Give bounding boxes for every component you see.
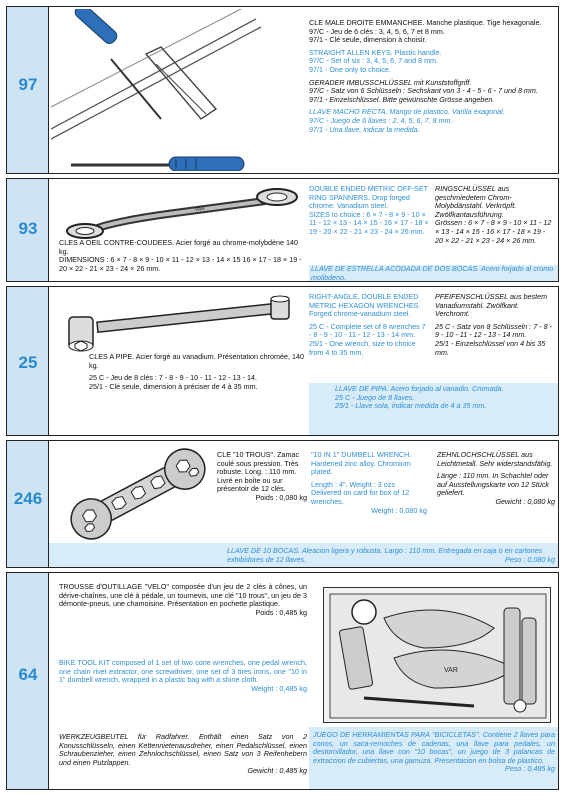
desc-93-fr	[59, 239, 309, 273]
desc-25-en	[309, 293, 427, 361]
de-line-1: 97/C - Satz von 6 Schlüsseln : Sechskant von 3 - 4 - 5 - 6 - 7 und 8 mm.	[309, 86, 538, 96]
desc-93-de	[435, 185, 555, 245]
desc-246-de	[437, 451, 555, 511]
catalog-page	[6, 6, 559, 790]
es-text: JUEGO DE HERRAMIENTAS PARA "BICICLETAS". Contiene 2 llaves para conos, un saca-remoches de cadenas, una llave para pedales, un destornillador, una llave con "10 bocas", un juego de 3 palancas de extraccion de cubiertas, una gamuza. Presentacion en bolsa de plastico.	[313, 730, 555, 765]
tool-kit-illustration-frame	[323, 587, 551, 723]
kit-stamp: VAR	[444, 667, 458, 674]
en-sizes: SIZES to choice : 6 × 7 - 8 × 9 - 10 × 11 - 12 × 13 - 14 × 15 - 16 × 17 - 18 × 19 - 20 × 22 - 21 × 23 - 24 × 26 mm.	[309, 209, 429, 236]
fr-weight: Poids : 0,485 kg	[255, 607, 307, 617]
ring-spanner-illustration	[55, 183, 305, 239]
section-246	[6, 440, 559, 568]
dumbell-wrench-illustration	[63, 447, 213, 541]
fr-text: CLES A PIPE. Acier forgé au vanadium. Présentation chromée, 140 kg.	[89, 352, 304, 370]
wrench-stamp: VAR	[194, 205, 206, 213]
desc-246-fr	[217, 451, 307, 503]
section-25	[6, 286, 559, 436]
item-number: 246	[13, 489, 43, 508]
es-line-1: 25 C - Juego de 8 llaves.	[335, 392, 415, 402]
fr-line-1: 97/C - Jeu de 6 clés : 3, 4, 5, 6, 7 et 8 mm.	[309, 26, 445, 36]
fr-line-2: 97/1 - Clé seule, dimension à choisir.	[309, 35, 427, 45]
desc-246-es	[227, 547, 555, 564]
de-weight: Gewicht : 0,080 kg	[495, 496, 555, 506]
en-text: RIGHT-ANGLE, DOUBLE ENDED METRIC HEXAGON WRENCHES. Forged chrome-vanadium steel.	[309, 292, 421, 319]
de-weight: Gewicht : 0,485 kg	[247, 766, 307, 776]
es-text: LLAVE DE ESTRELLA ACODADA DE DOS BOCAS. Acero forjado al cromo molibdeno.	[311, 264, 554, 282]
fr-line-2: 25/1 - Clé seule, dimension à préciser de 4 à 35 mm.	[89, 381, 258, 391]
de-line-1: 25 C - Satz von 8 Schlüsseln : 7 - 8 - 9 - 10 - 11 - 12 - 13 - 14 mm.	[435, 321, 553, 340]
es-weight: Peso : 0,080 kg	[505, 554, 555, 564]
fr-text: CLE MALE DROITE EMMANCHEE. Manche plastique. Tige hexagonale.	[309, 18, 542, 27]
de-line-2: 97/1 - Einzelschlüssel. Bitte gewünschte Grösse angeben.	[309, 94, 495, 104]
fr-line-1: 25 C - Jeu de 8 clés : 7 - 8 - 9 - 10 - 11 - 12 - 13 - 14.	[89, 373, 258, 383]
fr-weight: Poids : 0,080 kg	[255, 492, 307, 502]
de-sizes: Grössen : 6 × 7 - 8 × 9 - 10 × 11 - 12 × 13 - 14 × 15 - 16 × 17 - 18 × 19 - 20 × 22 - 21 × 23 - 24 × 26 mm.	[435, 218, 552, 245]
section-93	[6, 178, 559, 282]
es-text: LLAVE DE 10 BOCAS. Aleacion ligera y robusta. Largo : 110 mm. Entregada en caja o en cartones exhibidores de 12 llaves.	[227, 546, 543, 564]
desc-25-es	[335, 385, 557, 411]
item-number: 25	[18, 353, 38, 372]
de-text: PFEIFENSCHLÜSSEL aus bestem Vanadiumstahl. Zwölfkant. Verchromt.	[435, 292, 548, 319]
en-line-1: 97/C - Set of six : 3, 4, 5, 6, 7 and 8 mm.	[309, 56, 439, 66]
en-line-1: Length : 4". Weight : 3 ozs Delivered on card for box of 12 wrenches.	[311, 479, 410, 506]
item-number-panel	[7, 287, 49, 435]
en-line-2: 97/1 - One only to choice.	[309, 64, 391, 74]
en-text: "10 IN 1" DUMBELL WRENCH. Hardened zinc alloy. Chromium plated.	[311, 450, 412, 477]
item-number: 93	[18, 219, 38, 238]
fr-text: CLES A OEIL CONTRE-COUDEES. Acier forgé au chrome-molybdène 140 kg.	[59, 238, 299, 256]
item-number-panel	[7, 179, 49, 281]
en-line-1: 25 C - Complete set of 8 wrenches 7 - 8 - 9 - 10 - 11 - 12 - 13 - 14 mm.	[309, 321, 426, 340]
fr-dims: DIMENSIONS : 6 × 7 - 8 × 9 - 10 × 11 - 12 × 13 - 14 × 15 16 × 17 - 18 × 19 - 20 × 22 - 21 × 23 - 24 × 26 mm.	[59, 255, 302, 273]
de-line-2: 25/1 - Einzelschlüssel von 4 bis 35 mm.	[435, 338, 546, 357]
es-sizes	[311, 281, 556, 282]
desc-25-fr	[89, 353, 305, 395]
item-number: 64	[18, 665, 38, 684]
item-number: 97	[18, 75, 38, 94]
section-64	[6, 572, 559, 790]
fr-text: TROUSSE d'OUTILLAGE "VELO" composée d'un jeu de 2 clés à cônes, un dérive-chaînes, une clé à pédale, un tournevis, une clé "10 trous", un jeu de 3 démonte-pneus, une chamoisine. Présentation en pochette plastique.	[59, 582, 307, 609]
allen-key-illustration	[51, 9, 301, 171]
en-text: BIKE TOOL KIT composed of 1 set of two cone wrenches, one pedal wrench, one chain rivet extractor, one screwdriver, one set of 3 tires irons, one "10 in 1" dumbell wrench, wrapped in a plastic bag with a shine cloth.	[59, 658, 307, 685]
section-97	[6, 6, 559, 174]
fr-text: CLE "10 TROUS". Zamac coulé sous pression. Très robuste. Long. : 110 mm. Livré en boîte ou sur présentoir de 12 clés.	[217, 450, 300, 494]
desc-93-en	[309, 185, 429, 237]
es-text: LLAVE MACHO RECTA. Mango de plastico. Varilla exagonal.	[309, 107, 505, 117]
de-line-1: Länge : 110 mm. In Schachtel oder auf Ausstellungskarte von 12 Stück geliefert.	[437, 471, 550, 498]
en-text: STRAIGHT ALLEN KEYS. Plastic handle.	[309, 47, 442, 57]
desc-64-fr	[59, 583, 307, 617]
desc-64-de	[59, 733, 307, 776]
de-text: GERADER IMBUSSCHLÜSSEL mit Kunststoffgriff.	[309, 77, 472, 87]
pipe-wrench-illustration	[57, 291, 305, 355]
item-number-panel	[7, 573, 49, 789]
es-line-2: 97/1 - Una llave, indicar la medida.	[309, 124, 420, 134]
de-text: ZEHNLOCHSCHLÜSSEL aus Leichtmetall. Sehr widerstandsfähig.	[437, 450, 553, 468]
desc-93-es	[311, 265, 557, 282]
en-weight: Weight : 0,485 kg	[251, 683, 307, 693]
es-line-1: 97/C - Juego de 6 llaves : 2, 4, 5, 6, 7, 8 mm.	[309, 115, 453, 125]
desc-64-es	[313, 731, 555, 774]
en-line-2: 25/1 - One wrench, size to choice from 4 to 35 mm.	[309, 338, 416, 357]
desc-97	[309, 19, 555, 138]
es-text: LLAVE DE PIPA. Acero forjado al vanadio. Cromada.	[335, 384, 504, 393]
tool-kit-illustration	[324, 588, 552, 724]
es-line-2: 25/1 - Llave sola, indicar medida de 4 a 35 mm.	[335, 401, 487, 411]
desc-25-de	[435, 293, 555, 361]
item-number-panel	[7, 441, 49, 567]
de-text: RINGSCHLÜSSEL aus geschmiedetem Chrom-Molybdänstahl. Verkröpft. Zwölfkantausführung.	[435, 184, 517, 219]
desc-64-en	[59, 659, 307, 693]
en-text: DOUBLE ENDED METRIC OFF-SET RING SPANNERS. Drop forged chrome. Vanadium steel.	[309, 184, 428, 211]
es-weight: Peso : 0,485 kg	[505, 764, 555, 774]
en-weight: Weight : 0,080 kg	[371, 505, 427, 515]
de-text: WERKZEUGBEUTEL für Radfahrer. Enthält einen Satz von 2 Konusschlüsseln, einen Kettennietenausdreher, einen Pedalschlüssel, einen Schraubenzieher, einen Zehnlochschlüssel, einen Satz von 3 Reifenhebern und einen Putzlappen.	[59, 732, 307, 767]
item-number-panel	[7, 7, 49, 173]
desc-246-en	[311, 451, 427, 519]
